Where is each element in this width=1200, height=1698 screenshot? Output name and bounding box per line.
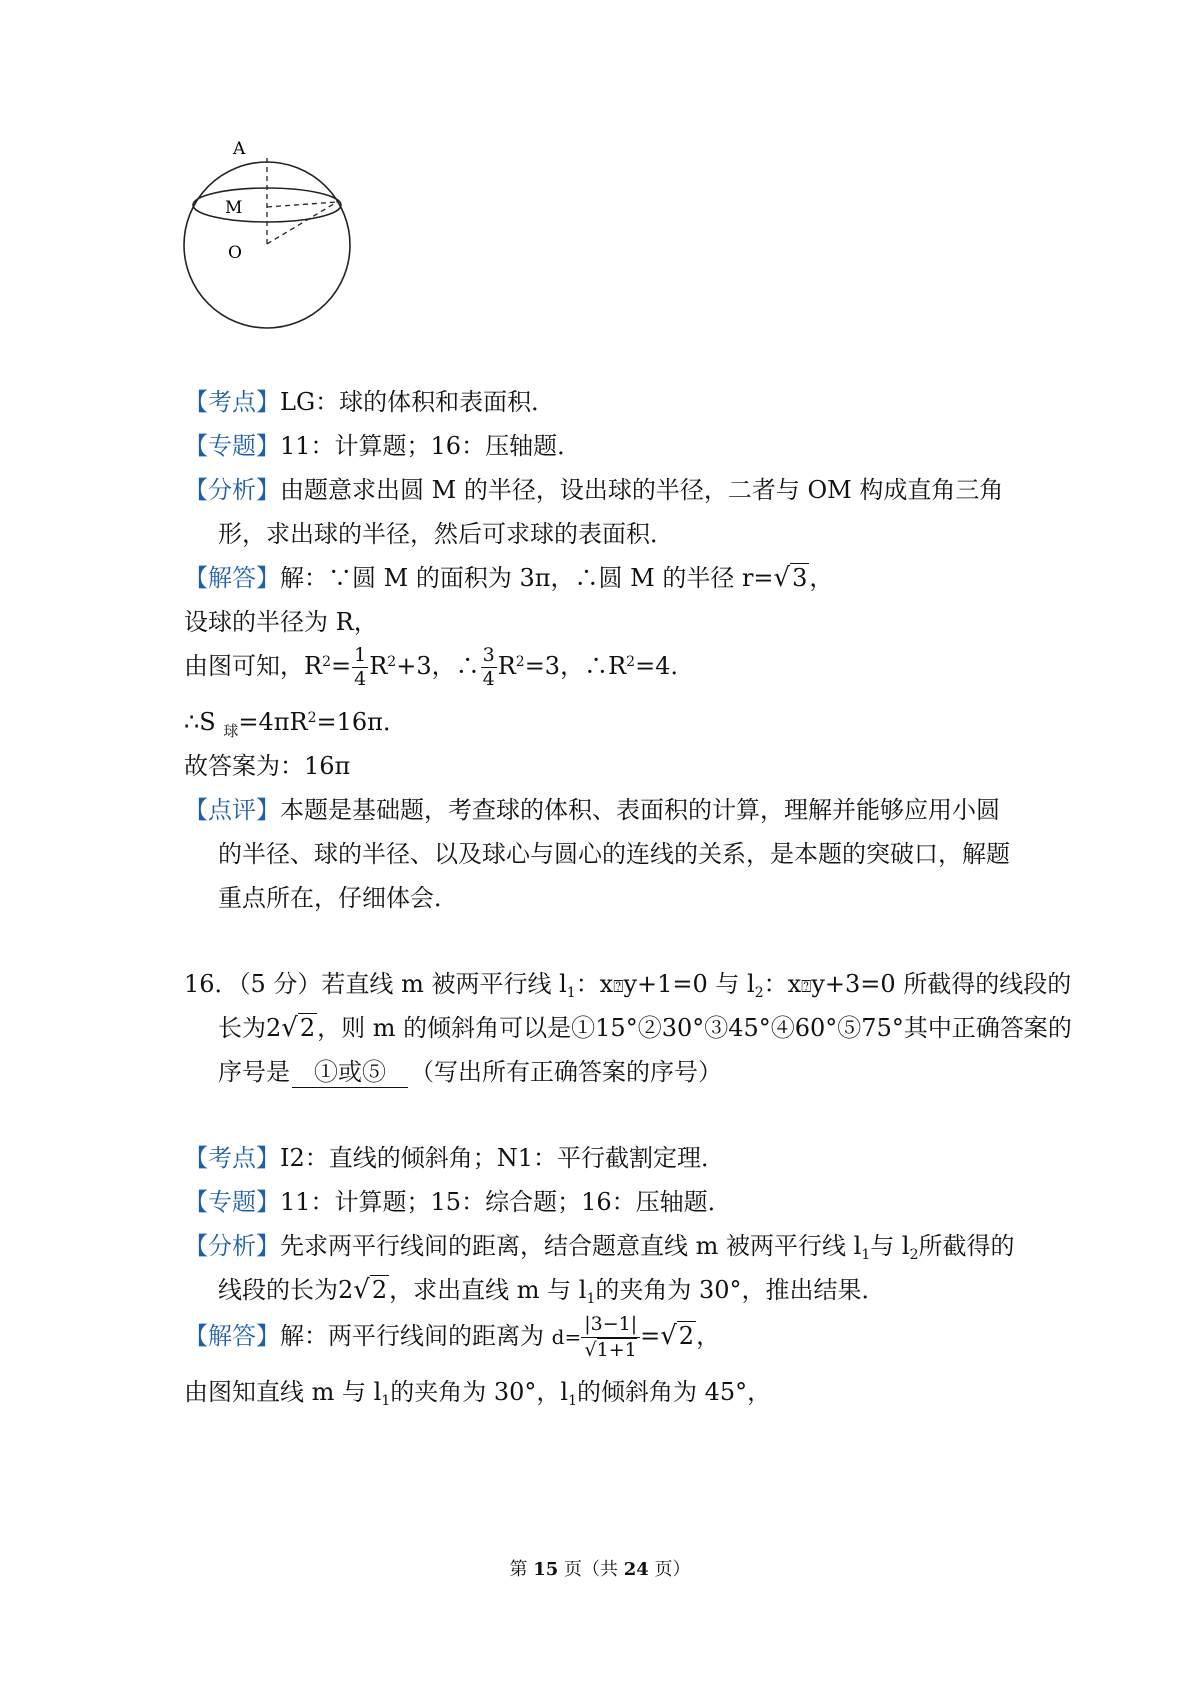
kaodian-tag: 【考点】 [184, 1144, 280, 1172]
two-sqrt-2: 2√2 [266, 1013, 316, 1043]
kaodian-text: LG：球的体积和表面积． [280, 388, 556, 416]
eq-part-g: =4． [635, 652, 695, 680]
d-end: ， [696, 1322, 721, 1350]
fenxi2-part-b: 与 l [870, 1232, 910, 1260]
s-part-a: ∴S [184, 708, 224, 736]
sup-2: 2 [515, 654, 525, 670]
zhuanti-tag: 【专题】 [184, 1188, 280, 1216]
zhuanti-text: 11：计算题；15：综合题；16：压轴题． [280, 1188, 732, 1216]
dianping-line-2 [218, 830, 1078, 878]
fenxi-tag: 【分析】 [184, 476, 280, 504]
kaodian-tag: 【考点】 [184, 388, 280, 416]
fenxi2-part-c: 所截得的 [918, 1232, 1015, 1260]
missing-glyph-icon: ⍰ [613, 977, 624, 997]
q16-part-d: ：x [763, 970, 802, 998]
page-number: 15 [533, 1559, 559, 1580]
fenxi-text-1: 由题意求出圆 M 的半径，设出球的半径，二者与 OM 构成直角三角 [280, 476, 1004, 504]
dianping-line-3 [218, 874, 1078, 922]
sup-2: 2 [322, 654, 331, 670]
label-a: A [233, 140, 246, 159]
fenxi2-part-e: ，求出直线 m 与 l [389, 1276, 587, 1304]
kaodian-line-1 [184, 378, 1044, 426]
q16-part-c: y+1=0 与 l [623, 970, 755, 998]
eq-part-c: R [369, 652, 388, 680]
q16-line-2 [218, 1004, 1078, 1052]
eq-part-f: =3，∴R [524, 652, 627, 680]
s-subscript: 球 [223, 722, 239, 740]
last-part-b: 的夹角为 30°，l [390, 1378, 569, 1406]
sqrt-2: √2 [660, 1321, 695, 1351]
dianping-line-1 [184, 786, 1044, 834]
two-sqrt-2: 2√2 [338, 1275, 388, 1305]
kaodian-line-2 [184, 1134, 1044, 1182]
d-label: d= [551, 1325, 582, 1349]
answer-text: 故答案为：16π [184, 752, 351, 780]
sup-2: 2 [307, 710, 317, 726]
or-dashed-line [267, 202, 337, 244]
distance-fraction: $\frac{|3-1|}{√1+1}$ [581, 1315, 640, 1360]
jieda-text: 解：∵圆 M 的面积为 3π，∴圆 M 的半径 r= [280, 564, 774, 592]
fraction-3-4: $\frac{3}{4}$ [482, 644, 495, 690]
footer-part-b: 页（共 [558, 1559, 624, 1580]
sphere-figure [170, 140, 370, 360]
fenxi2-part-d: 线段的长为 [218, 1276, 338, 1304]
eq-part-d: +3，∴ [396, 652, 480, 680]
mr-dashed-line [267, 202, 337, 207]
fenxi-tag: 【分析】 [184, 1232, 280, 1260]
eq-part-a: 由图可知，R [184, 652, 323, 680]
fenxi-line-1 [184, 466, 1044, 514]
zhuanti-line-1 [184, 422, 1044, 470]
dianping-text-2: 的半径、球的半径、以及球心与圆心的连线的关系，是本题的突破口，解题 [218, 840, 1010, 868]
eq-part-b: = [331, 652, 352, 680]
sup-2: 2 [387, 654, 397, 670]
jieda-end: ， [809, 564, 834, 592]
footer-part-c: 页） [648, 1559, 691, 1580]
l2-subscript: 2 [754, 985, 764, 1001]
dianping-text-3: 重点所在，仔细体会． [218, 884, 458, 912]
l1-subscript: 1 [381, 1393, 391, 1409]
fraction-1-4: $\frac{1}{4}$ [354, 644, 367, 690]
last-part-a: 由图知直线 m 与 l [184, 1378, 382, 1406]
dianping-tag: 【点评】 [184, 796, 280, 824]
eq-part-e: R [497, 652, 516, 680]
jieda-line-1 [184, 554, 1044, 602]
surface-area-line [184, 698, 1044, 746]
fenxi2-part-f: 的夹角为 30°，推出结果． [595, 1276, 886, 1304]
fenxi-line-2 [218, 510, 1078, 558]
radius-text: 设球的半径为 R， [184, 608, 378, 636]
l1-subscript: 1 [566, 985, 576, 1001]
fenxi2-part-a: 先求两平行线间的距离，结合题意直线 m 被两平行线 l [280, 1232, 862, 1260]
d-eq: = [640, 1322, 661, 1350]
kaodian-text: I2：直线的倾斜角；N1：平行截割定理． [280, 1144, 726, 1172]
last-line [184, 1368, 1044, 1416]
l2-subscript: 2 [909, 1247, 919, 1263]
zhuanti-line-2 [184, 1178, 1044, 1226]
q16-part-h: 序号是 [218, 1058, 290, 1086]
q16-part-b: ：x [575, 970, 614, 998]
q16-part-f: 长为 [218, 1014, 266, 1042]
dianping-text-1: 本题是基础题，考查球的体积、表面积的计算，理解并能够应用小圆 [280, 796, 1000, 824]
zhuanti-tag: 【专题】 [184, 432, 280, 460]
label-m: M [225, 198, 243, 218]
l1-subscript: 1 [568, 1393, 578, 1409]
q16-part-i: （写出所有正确答案的序号） [410, 1058, 722, 1086]
page-footer [0, 1555, 1200, 1585]
q16-line-3 [218, 1048, 1078, 1096]
total-pages: 24 [623, 1559, 649, 1580]
equation-line [184, 642, 1044, 690]
s-part-b: =4πR [238, 708, 308, 736]
jieda2-text: 解：两平行线间的距离为 [280, 1322, 552, 1350]
jieda-tag: 【解答】 [184, 564, 280, 592]
q16-part-e: y+3=0 所截得的线段的 [811, 970, 1072, 998]
zhuanti-text: 11：计算题；16：压轴题． [280, 432, 582, 460]
q16-part-a: 16．（5 分）若直线 m 被两平行线 l [184, 970, 567, 998]
l1-subscript: 1 [586, 1291, 596, 1307]
fenxi-line-3 [184, 1222, 1044, 1270]
last-part-c: 的倾斜角为 45°， [577, 1378, 772, 1406]
answer-blank: ①或⑤ [292, 1057, 408, 1088]
radius-line [184, 598, 1044, 646]
jieda-line-2 [184, 1312, 1044, 1361]
answer-line [184, 742, 1044, 790]
fenxi-line-4 [218, 1266, 1078, 1314]
missing-glyph-icon: ⍰ [801, 977, 812, 997]
label-o: O [228, 243, 242, 263]
jieda-tag: 【解答】 [184, 1322, 280, 1350]
fenxi-text-2: 形，求出球的半径，然后可求球的表面积． [218, 520, 674, 548]
footer-part-a: 第 [509, 1559, 534, 1580]
sup-2: 2 [626, 654, 636, 670]
l1-subscript: 1 [861, 1247, 871, 1263]
sqrt-3: √3 [773, 563, 808, 593]
s-part-c: =16π． [316, 708, 407, 736]
q16-part-g: ，则 m 的倾斜角可以是①15°②30°③45°④60°⑤75°其中正确答案的 [317, 1014, 1072, 1042]
